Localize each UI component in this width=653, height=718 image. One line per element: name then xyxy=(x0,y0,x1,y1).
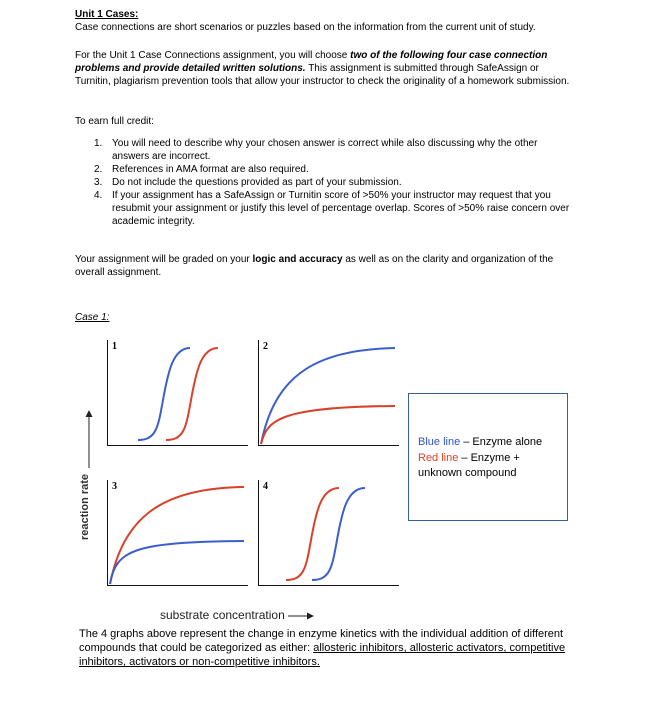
requirements-list xyxy=(75,137,575,228)
assignment-emphasis: two of the following four case connection problems and provide detailed written solutions. xyxy=(75,50,548,74)
graph-2-red-curve xyxy=(261,406,395,444)
figure-description xyxy=(79,627,571,669)
list-number: 1. xyxy=(94,138,103,149)
list-item xyxy=(75,163,575,176)
graph-2 xyxy=(258,340,399,446)
graph-3-red-curve xyxy=(110,487,244,584)
intro-text: Case connections are short scenarios or puzzles based on the information from the current unit of study. xyxy=(75,22,536,33)
legend-box xyxy=(408,393,568,521)
grading-emphasis: logic and accuracy xyxy=(252,254,343,265)
description-text: The 4 graphs above represent the change in enzyme kinetics with the individual addition of different compounds that could be categorized as either: xyxy=(79,628,564,654)
list-text: You will need to describe why your chosen answer is correct while also discussing why the other answers are incorrect. xyxy=(112,138,538,162)
legend-red xyxy=(418,451,559,482)
list-text: If your assignment has a SafeAssign or Turnitin score of >50% your instructor may request that you resubmit your assignment or justify this level of percentage overlap. Scores of >50% raise concern over academic integrity. xyxy=(112,190,570,227)
legend-blue-desc: – Enzyme alone xyxy=(460,436,543,448)
x-axis-label xyxy=(160,608,314,622)
graph-number: 2 xyxy=(263,341,268,352)
graph-number: 1 xyxy=(112,341,117,352)
legend-blue xyxy=(418,435,559,451)
graph-2-blue-curve xyxy=(261,348,395,444)
grading-text-end: as well as on the clarity and organization of the overall assignment. xyxy=(75,254,554,278)
list-number: 3. xyxy=(94,177,103,188)
case-title: Case 1: xyxy=(75,312,110,323)
assignment-paragraph xyxy=(75,49,575,88)
legend-red-desc: – Enzyme + unknown compound xyxy=(418,451,520,479)
assignment-text-start: For the Unit 1 Case Connections assignment, you will choose xyxy=(75,50,351,61)
grading-text-start: Your assignment will be graded on your xyxy=(75,254,253,265)
graph-1-blue-curve xyxy=(138,348,190,440)
graph-4 xyxy=(258,480,399,586)
credit-label: To earn full credit: xyxy=(75,116,154,127)
y-axis-arrow xyxy=(84,410,94,470)
list-number: 4. xyxy=(94,190,103,201)
legend-blue-name: Blue line xyxy=(418,436,461,448)
list-text: Do not include the questions provided as part of your submission. xyxy=(112,177,402,188)
x-axis-label-text: substrate concentration xyxy=(160,608,285,622)
list-number: 2. xyxy=(94,164,103,175)
page-title: Unit 1 Cases: xyxy=(75,9,139,20)
graph-3 xyxy=(107,480,248,586)
x-axis-arrow xyxy=(288,611,314,621)
graph-1 xyxy=(107,340,248,446)
y-axis-label: reaction rate xyxy=(79,473,91,540)
graph-number: 3 xyxy=(112,481,117,492)
assignment-text-end: This assignment is submitted through SafeAssign or Turnitin, plagiarism prevention tools that allow your instructor to check the originality of a homework submission. xyxy=(75,63,570,87)
list-item xyxy=(75,137,575,163)
list-text: References in AMA format are also required. xyxy=(112,164,309,175)
graph-number: 4 xyxy=(263,481,268,492)
list-item xyxy=(75,189,575,228)
legend-red-name: Red line xyxy=(418,451,459,464)
graph-3-blue-curve xyxy=(110,541,244,584)
list-item xyxy=(75,176,575,189)
grading-paragraph xyxy=(75,253,575,279)
description-options: allosteric inhibitors, allosteric activators, competitive inhibitors, activators or non-competitive inhibitors. xyxy=(79,642,566,668)
